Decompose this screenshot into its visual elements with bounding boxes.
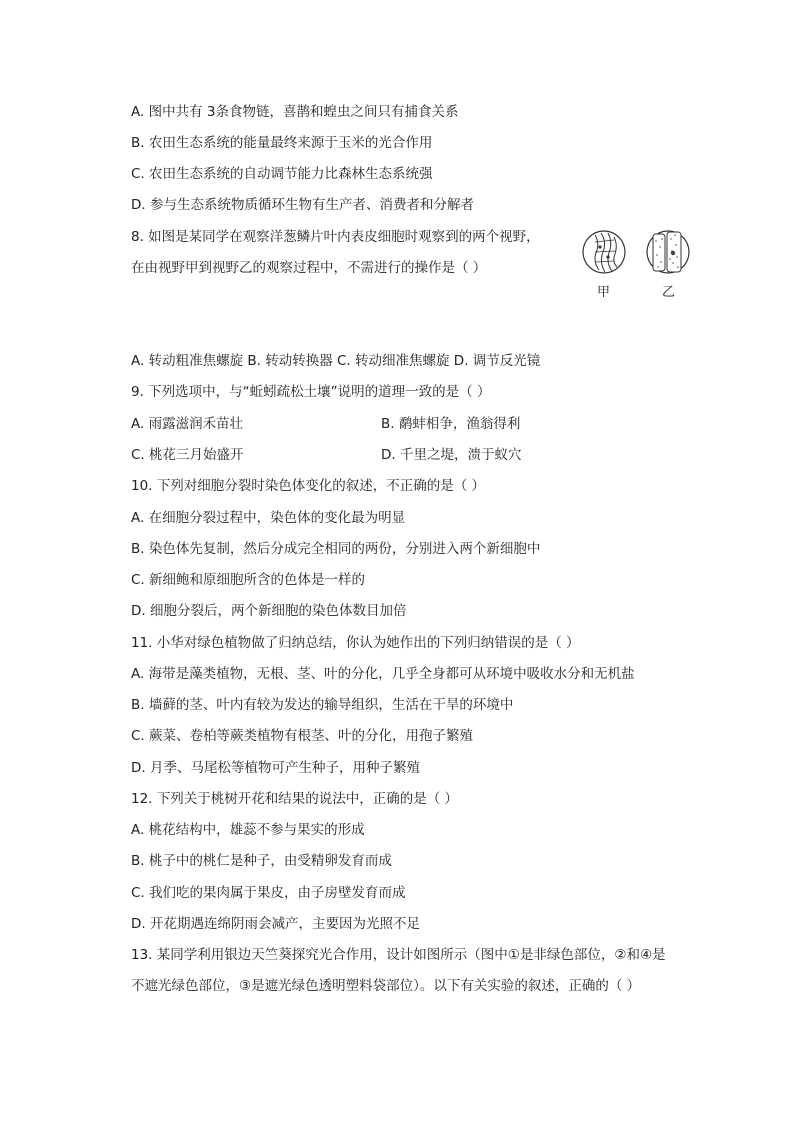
q11-option-d: D. 月季、马尾松等植物可产生种子，用种子繁殖 bbox=[131, 760, 420, 776]
q11-option-c: C. 蕨菜、卷柏等蕨类植物有根茎、叶的分化，用孢子繁殖 bbox=[131, 728, 474, 744]
q10-option-d: D. 细胞分裂后，两个新细胞的染色体数目加倍 bbox=[131, 603, 407, 619]
q9-options-row2 bbox=[131, 445, 244, 465]
q12-option-c: C. 我们吃的果肉属于果皮，由子房壁发育而成 bbox=[131, 885, 406, 901]
q8-stem-line2: 在由视野甲到视野乙的观察过程中，不需进行的操作是（ ） bbox=[131, 260, 487, 276]
view-label-a: 甲 bbox=[597, 285, 611, 300]
q11-option-a: A. 海带是藻类植物，无根、茎、叶的分化，几乎全身都可从环境中吸收水分和无机盐 bbox=[131, 666, 635, 682]
q13-stem-line1: 13. 某同学利用银边天竺葵探究光合作用，设计如图所示（图中①是非绿色部位，②和④是 bbox=[131, 947, 666, 963]
q9-option-a: A. 雨露滋润禾苗壮 bbox=[131, 416, 244, 432]
q9-stem: 9. 下列选项中，与“蚯蚓疏松土壤”说明的道理一致的是（ ） bbox=[131, 384, 491, 400]
q7-option-d: D. 参与生态系统物质循环生物有生产者、消费者和分解者 bbox=[131, 197, 474, 213]
q12-option-b: B. 桃子中的桃仁是种子，由受精卵发育而成 bbox=[131, 853, 392, 869]
q10-stem: 10. 下列对细胞分裂时染色体变化的叙述，不正确的是（ ） bbox=[131, 478, 486, 494]
q8-stem-line1: 8. 如图是某同学在观察洋葱鳞片叶内表皮细胞时观察到的两个视野， bbox=[131, 229, 540, 245]
q12-option-d: D. 开花期遇连绵阴雨会减产，主要因为光照不足 bbox=[131, 916, 420, 932]
q7-option-a: A. 图中共有 3条食物链，喜鹊和蝗虫之间只有捕食关系 bbox=[131, 104, 459, 120]
microscope-views-figure bbox=[581, 229, 693, 299]
q12-stem: 12. 下列关于桃树开花和结果的说法中，正确的是（ ） bbox=[131, 791, 459, 807]
q7-option-c: C. 农田生态系统的自动调节能力比森林生态系统强 bbox=[131, 166, 433, 182]
q7-option-b: B. 农田生态系统的能量最终来源于玉米的光合作用 bbox=[131, 135, 433, 151]
q10-option-a: A. 在细胞分裂过程中，染色体的变化最为明显 bbox=[131, 510, 406, 526]
q9-options-row1 bbox=[131, 414, 243, 434]
q8-options: A. 转动粗准焦螺旋 B. 转动转换器 C. 转动细准焦螺旋 D. 调节反光镜 bbox=[131, 353, 541, 369]
q9-option-d: D. 千里之堤，溃于蚁穴 bbox=[381, 447, 522, 463]
q13-stem-line2: 不遮光绿色部位，③是遮光绿色透明塑料袋部位）。以下有关实验的叙述，正确的（ ） bbox=[131, 978, 641, 994]
q11-option-b: B. 墙藓的茎、叶内有较为发达的输导组织，生活在干旱的环境中 bbox=[131, 697, 514, 713]
q11-stem: 11. 小华对绿色植物做了归纳总结，你认为她作出的下列归纳错误的是（ ） bbox=[131, 635, 580, 651]
q10-option-c: C. 新细鲍和原细胞所含的色体是一样的 bbox=[131, 572, 366, 588]
q10-option-b: B. 染色体先复制，然后分成完全相同的两份，分别进入两个新细胞中 bbox=[131, 541, 541, 557]
q9-option-c: C. 桃花三月始盛开 bbox=[131, 447, 244, 463]
q12-option-a: A. 桃花结构中，雄蕊不参与果实的形成 bbox=[131, 822, 365, 838]
q9-option-b: B. 鹬蚌相争，渔翁得利 bbox=[381, 416, 521, 432]
microscope-views-image bbox=[581, 229, 693, 279]
view-label-b: 乙 bbox=[662, 285, 676, 300]
